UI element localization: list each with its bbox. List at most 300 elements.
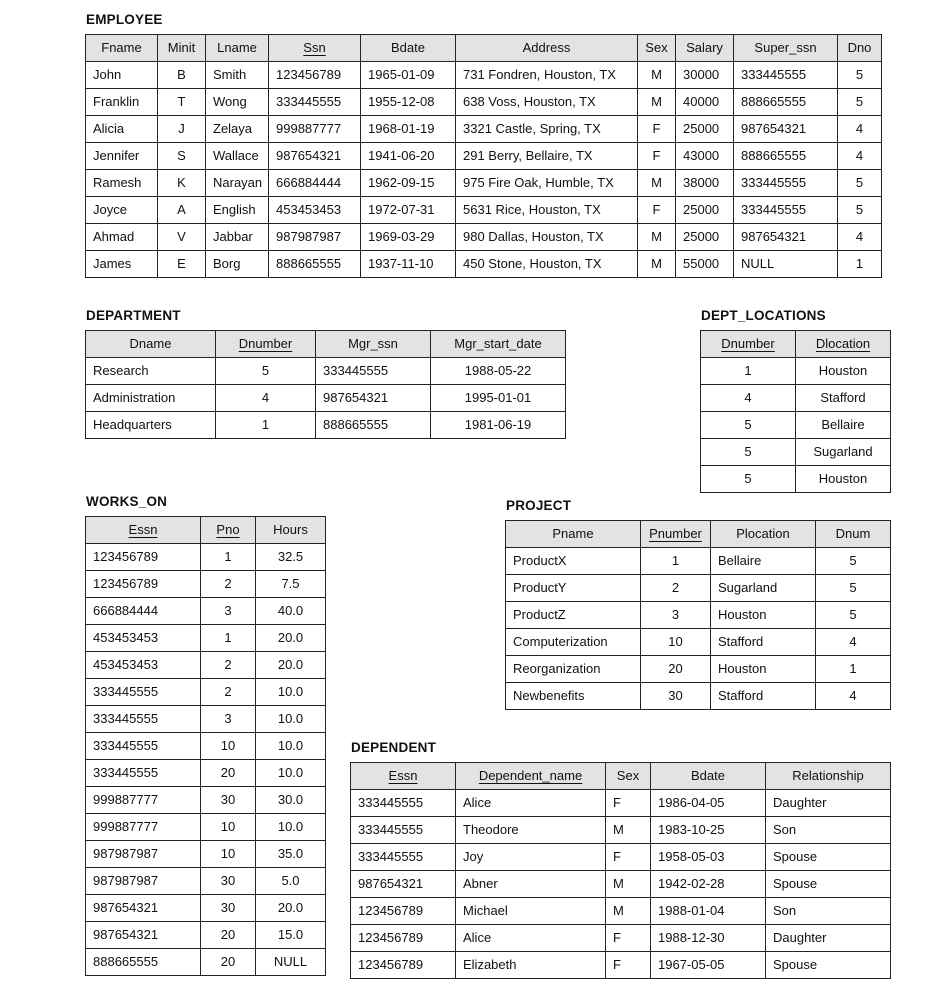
column-header-label: Sex: [645, 40, 668, 55]
works-on-cell-hours: 30.0: [256, 787, 326, 814]
employee-cell-minit: B: [158, 62, 206, 89]
employee-column-header-minit: [158, 35, 206, 62]
project-row: [506, 602, 891, 629]
department-cell-mgr_start_date: 1988-05-22: [431, 358, 566, 385]
dept-locations-cell-dlocation: Sugarland: [796, 439, 891, 466]
dependent-row: [351, 844, 891, 871]
project-column-header-pnumber: [641, 521, 711, 548]
dependent-cell-essn: 123456789: [351, 952, 456, 979]
employee-cell-bdate: 1972-07-31: [361, 197, 456, 224]
dependent-cell-dependent_name: Abner: [456, 871, 606, 898]
employee-cell-sex: M: [638, 89, 676, 116]
employee-cell-bdate: 1962-09-15: [361, 170, 456, 197]
dependent-cell-dependent_name: Elizabeth: [456, 952, 606, 979]
department-row: [86, 412, 566, 439]
employee-cell-salary: 25000: [676, 197, 734, 224]
works-on-cell-essn: 453453453: [86, 625, 201, 652]
dependent-cell-dependent_name: Alice: [456, 925, 606, 952]
employee-cell-sex: M: [638, 224, 676, 251]
dept-locations-cell-dnumber: 4: [701, 385, 796, 412]
column-header-label: Essn: [128, 522, 158, 537]
project-cell-pnumber: 10: [641, 629, 711, 656]
employee-cell-sex: F: [638, 143, 676, 170]
employee-cell-ssn: 999887777: [269, 116, 361, 143]
department-table-title: DEPARTMENT: [86, 308, 181, 323]
dependent-cell-relationship: Spouse: [766, 871, 891, 898]
works-on-row: [86, 949, 326, 976]
employee-cell-salary: 55000: [676, 251, 734, 278]
dependent-table: [350, 762, 891, 979]
employee-cell-ssn: 888665555: [269, 251, 361, 278]
project-table-section: [505, 498, 891, 710]
works-on-cell-hours: 5.0: [256, 868, 326, 895]
works-on-cell-hours: NULL: [256, 949, 326, 976]
project-cell-dnum: 5: [816, 602, 891, 629]
employee-cell-sex: F: [638, 116, 676, 143]
employee-cell-sex: M: [638, 251, 676, 278]
project-header-row: [506, 521, 891, 548]
dependent-cell-essn: 123456789: [351, 925, 456, 952]
works-on-row: [86, 733, 326, 760]
employee-cell-address: 291 Berry, Bellaire, TX: [456, 143, 638, 170]
employee-column-header-lname: [206, 35, 269, 62]
works-on-row: [86, 571, 326, 598]
department-cell-dnumber: 4: [216, 385, 316, 412]
project-row: [506, 683, 891, 710]
project-column-header-dnum: [816, 521, 891, 548]
employee-cell-lname: Zelaya: [206, 116, 269, 143]
dependent-cell-dependent_name: Theodore: [456, 817, 606, 844]
dependent-cell-essn: 123456789: [351, 898, 456, 925]
dependent-row: [351, 790, 891, 817]
employee-table: [85, 34, 882, 278]
works-on-column-header-hours: [256, 517, 326, 544]
works-on-row: [86, 814, 326, 841]
works-on-cell-essn: 333445555: [86, 760, 201, 787]
employee-cell-fname: Franklin: [86, 89, 158, 116]
department-column-header-dnumber: [216, 331, 316, 358]
employee-cell-address: 980 Dallas, Houston, TX: [456, 224, 638, 251]
project-row: [506, 548, 891, 575]
department-cell-dnumber: 5: [216, 358, 316, 385]
column-header-label: Dnum: [835, 526, 871, 541]
works-on-cell-hours: 40.0: [256, 598, 326, 625]
employee-cell-ssn: 333445555: [269, 89, 361, 116]
works-on-cell-essn: 333445555: [86, 706, 201, 733]
project-cell-pname: ProductZ: [506, 602, 641, 629]
column-header-label: Dependent_name: [478, 768, 583, 783]
works-on-cell-hours: 20.0: [256, 625, 326, 652]
works-on-cell-essn: 888665555: [86, 949, 201, 976]
works-on-table-host: [85, 516, 326, 976]
employee-cell-minit: T: [158, 89, 206, 116]
project-cell-dnum: 5: [816, 548, 891, 575]
dependent-cell-bdate: 1988-01-04: [651, 898, 766, 925]
works-on-row: [86, 922, 326, 949]
dependent-cell-essn: 333445555: [351, 817, 456, 844]
project-row: [506, 575, 891, 602]
employee-cell-salary: 38000: [676, 170, 734, 197]
dept-locations-header-row: [701, 331, 891, 358]
dept-locations-row: [701, 466, 891, 493]
employee-cell-super_ssn: 987654321: [734, 224, 838, 251]
works-on-cell-essn: 987987987: [86, 841, 201, 868]
employee-cell-address: 975 Fire Oak, Humble, TX: [456, 170, 638, 197]
dept-locations-cell-dlocation: Houston: [796, 466, 891, 493]
works-on-cell-essn: 666884444: [86, 598, 201, 625]
employee-cell-salary: 30000: [676, 62, 734, 89]
dependent-table-host: [350, 762, 891, 979]
dept-locations-cell-dnumber: 5: [701, 439, 796, 466]
works-on-row: [86, 544, 326, 571]
dependent-cell-bdate: 1942-02-28: [651, 871, 766, 898]
dependent-cell-relationship: Spouse: [766, 952, 891, 979]
works-on-cell-pno: 10: [201, 841, 256, 868]
employee-cell-dno: 5: [838, 62, 882, 89]
dependent-cell-dependent_name: Alice: [456, 790, 606, 817]
works-on-cell-essn: 453453453: [86, 652, 201, 679]
dependent-cell-bdate: 1983-10-25: [651, 817, 766, 844]
employee-cell-super_ssn: 333445555: [734, 197, 838, 224]
employee-cell-lname: Narayan: [206, 170, 269, 197]
employee-cell-super_ssn: 333445555: [734, 62, 838, 89]
dept-locations-cell-dlocation: Houston: [796, 358, 891, 385]
works-on-cell-hours: 10.0: [256, 760, 326, 787]
works-on-cell-hours: 32.5: [256, 544, 326, 571]
column-header-label: Bdate: [391, 40, 425, 55]
works-on-cell-pno: 30: [201, 868, 256, 895]
employee-row: [86, 116, 882, 143]
works-on-cell-hours: 10.0: [256, 679, 326, 706]
column-header-label: Dnumber: [238, 336, 293, 351]
employee-row: [86, 89, 882, 116]
dependent-column-header-dependent_name: [456, 763, 606, 790]
column-header-label: Salary: [686, 40, 723, 55]
works-on-cell-hours: 20.0: [256, 652, 326, 679]
column-header-label: Sex: [616, 768, 640, 783]
employee-cell-minit: S: [158, 143, 206, 170]
works-on-row: [86, 868, 326, 895]
department-header-row: [86, 331, 566, 358]
dependent-cell-essn: 987654321: [351, 871, 456, 898]
employee-column-header-bdate: [361, 35, 456, 62]
dependent-cell-dependent_name: Michael: [456, 898, 606, 925]
project-column-header-plocation: [711, 521, 816, 548]
employee-row: [86, 224, 882, 251]
dependent-column-header-relationship: [766, 763, 891, 790]
employee-cell-ssn: 987987987: [269, 224, 361, 251]
employee-cell-address: 450 Stone, Houston, TX: [456, 251, 638, 278]
column-header-label: Dlocation: [815, 336, 871, 351]
employee-cell-address: 638 Voss, Houston, TX: [456, 89, 638, 116]
department-column-header-mgr_ssn: [316, 331, 431, 358]
employee-cell-super_ssn: 987654321: [734, 116, 838, 143]
works-on-column-header-essn: [86, 517, 201, 544]
employee-cell-fname: John: [86, 62, 158, 89]
employee-cell-salary: 40000: [676, 89, 734, 116]
column-header-label: Fname: [101, 40, 142, 55]
dependent-cell-bdate: 1986-04-05: [651, 790, 766, 817]
works-on-cell-essn: 999887777: [86, 814, 201, 841]
column-header-label: Pnumber: [649, 526, 702, 541]
project-cell-dnum: 4: [816, 629, 891, 656]
employee-cell-super_ssn: 888665555: [734, 143, 838, 170]
works-on-cell-pno: 30: [201, 787, 256, 814]
employee-row: [86, 251, 882, 278]
employee-column-header-super_ssn: [734, 35, 838, 62]
employee-cell-address: 731 Fondren, Houston, TX: [456, 62, 638, 89]
employee-header-row: [86, 35, 882, 62]
dept-locations-table-host: [700, 330, 891, 493]
project-cell-plocation: Houston: [711, 656, 816, 683]
department-table: [85, 330, 566, 439]
employee-row: [86, 143, 882, 170]
works-on-cell-pno: 30: [201, 895, 256, 922]
project-row: [506, 629, 891, 656]
dept-locations-cell-dlocation: Stafford: [796, 385, 891, 412]
dependent-cell-bdate: 1967-05-05: [651, 952, 766, 979]
dependent-header-row: [351, 763, 891, 790]
department-cell-dnumber: 1: [216, 412, 316, 439]
employee-cell-bdate: 1968-01-19: [361, 116, 456, 143]
employee-cell-bdate: 1965-01-09: [361, 62, 456, 89]
project-cell-pname: Computerization: [506, 629, 641, 656]
department-cell-mgr_ssn: 888665555: [316, 412, 431, 439]
employee-table-host: [85, 34, 882, 278]
project-cell-pnumber: 30: [641, 683, 711, 710]
works-on-cell-hours: 10.0: [256, 814, 326, 841]
employee-cell-fname: James: [86, 251, 158, 278]
works-on-row: [86, 706, 326, 733]
dependent-table-section: [350, 740, 891, 979]
column-header-label: Super_ssn: [754, 40, 817, 55]
dept-locations-table-section: [700, 308, 891, 493]
dependent-cell-essn: 333445555: [351, 844, 456, 871]
works-on-cell-hours: 10.0: [256, 706, 326, 733]
works-on-row: [86, 652, 326, 679]
department-table-host: [85, 330, 566, 439]
works-on-cell-essn: 987654321: [86, 895, 201, 922]
employee-cell-dno: 4: [838, 116, 882, 143]
employee-cell-dno: 5: [838, 89, 882, 116]
works-on-row: [86, 625, 326, 652]
dependent-row: [351, 817, 891, 844]
column-header-label: Mgr_start_date: [454, 336, 542, 351]
project-cell-plocation: Stafford: [711, 683, 816, 710]
project-cell-pname: Newbenefits: [506, 683, 641, 710]
column-header-label: Bdate: [691, 768, 725, 783]
employee-column-header-dno: [838, 35, 882, 62]
employee-cell-minit: A: [158, 197, 206, 224]
project-table: [505, 520, 891, 710]
column-header-label: Relationship: [792, 768, 864, 783]
works-on-table-title: WORKS_ON: [86, 494, 168, 509]
employee-row: [86, 197, 882, 224]
dependent-cell-bdate: 1958-05-03: [651, 844, 766, 871]
employee-cell-address: 5631 Rice, Houston, TX: [456, 197, 638, 224]
department-column-header-mgr_start_date: [431, 331, 566, 358]
employee-cell-dno: 4: [838, 224, 882, 251]
works-on-cell-pno: 3: [201, 706, 256, 733]
dept-locations-row: [701, 385, 891, 412]
employee-cell-salary: 25000: [676, 224, 734, 251]
works-on-cell-pno: 2: [201, 571, 256, 598]
works-on-column-header-pno: [201, 517, 256, 544]
employee-column-header-sex: [638, 35, 676, 62]
works-on-cell-essn: 333445555: [86, 679, 201, 706]
project-cell-dnum: 5: [816, 575, 891, 602]
dept-locations-cell-dnumber: 5: [701, 466, 796, 493]
column-header-label: Pno: [216, 522, 240, 537]
employee-cell-lname: Borg: [206, 251, 269, 278]
dependent-row: [351, 952, 891, 979]
employee-cell-dno: 4: [838, 143, 882, 170]
dept-locations-column-header-dlocation: [796, 331, 891, 358]
column-header-label: Dnumber: [721, 336, 775, 351]
employee-cell-ssn: 666884444: [269, 170, 361, 197]
dependent-cell-sex: F: [606, 790, 651, 817]
project-cell-pnumber: 2: [641, 575, 711, 602]
works-on-cell-hours: 7.5: [256, 571, 326, 598]
works-on-cell-hours: 15.0: [256, 922, 326, 949]
project-cell-pnumber: 3: [641, 602, 711, 629]
dependent-cell-relationship: Son: [766, 898, 891, 925]
works-on-row: [86, 895, 326, 922]
column-header-label: Plocation: [736, 526, 790, 541]
dept-locations-row: [701, 358, 891, 385]
works-on-table-section: [85, 494, 326, 976]
works-on-row: [86, 787, 326, 814]
employee-cell-bdate: 1955-12-08: [361, 89, 456, 116]
department-cell-dname: Research: [86, 358, 216, 385]
dept-locations-row: [701, 439, 891, 466]
dependent-cell-sex: M: [606, 817, 651, 844]
project-cell-plocation: Houston: [711, 602, 816, 629]
column-header-label: Pname: [552, 526, 594, 541]
works-on-row: [86, 760, 326, 787]
works-on-cell-pno: 2: [201, 679, 256, 706]
project-cell-pname: Reorganization: [506, 656, 641, 683]
department-cell-mgr_start_date: 1995-01-01: [431, 385, 566, 412]
project-cell-dnum: 4: [816, 683, 891, 710]
works-on-cell-pno: 10: [201, 814, 256, 841]
employee-cell-minit: J: [158, 116, 206, 143]
project-table-host: [505, 520, 891, 710]
employee-cell-fname: Ahmad: [86, 224, 158, 251]
project-cell-pname: ProductY: [506, 575, 641, 602]
dependent-cell-relationship: Daughter: [766, 925, 891, 952]
column-header-label: Dno: [847, 40, 872, 55]
dependent-cell-sex: F: [606, 952, 651, 979]
employee-column-header-ssn: [269, 35, 361, 62]
works-on-cell-essn: 123456789: [86, 544, 201, 571]
employee-cell-super_ssn: 333445555: [734, 170, 838, 197]
works-on-cell-pno: 3: [201, 598, 256, 625]
dependent-column-header-essn: [351, 763, 456, 790]
employee-cell-minit: K: [158, 170, 206, 197]
employee-cell-dno: 5: [838, 170, 882, 197]
dependent-row: [351, 871, 891, 898]
department-cell-mgr_ssn: 987654321: [316, 385, 431, 412]
works-on-cell-essn: 987987987: [86, 868, 201, 895]
dependent-cell-sex: F: [606, 844, 651, 871]
employee-cell-ssn: 453453453: [269, 197, 361, 224]
project-cell-pnumber: 1: [641, 548, 711, 575]
dependent-row: [351, 898, 891, 925]
column-header-label: Essn: [388, 768, 418, 783]
works-on-cell-pno: 1: [201, 544, 256, 571]
employee-cell-bdate: 1937-11-10: [361, 251, 456, 278]
column-header-label: Address: [522, 40, 571, 55]
department-row: [86, 385, 566, 412]
project-column-header-pname: [506, 521, 641, 548]
employee-row: [86, 170, 882, 197]
dependent-cell-sex: M: [606, 871, 651, 898]
works-on-cell-essn: 123456789: [86, 571, 201, 598]
department-cell-mgr_start_date: 1981-06-19: [431, 412, 566, 439]
employee-cell-sex: M: [638, 170, 676, 197]
project-cell-dnum: 1: [816, 656, 891, 683]
employee-cell-bdate: 1941-06-20: [361, 143, 456, 170]
dept-locations-column-header-dnumber: [701, 331, 796, 358]
works-on-cell-pno: 10: [201, 733, 256, 760]
dept-locations-table: [700, 330, 891, 493]
dept-locations-table-title: DEPT_LOCATIONS: [701, 308, 826, 323]
project-row: [506, 656, 891, 683]
employee-cell-lname: Smith: [206, 62, 269, 89]
employee-cell-sex: F: [638, 197, 676, 224]
employee-cell-sex: M: [638, 62, 676, 89]
dependent-cell-essn: 333445555: [351, 790, 456, 817]
works-on-table: [85, 516, 326, 976]
employee-cell-lname: Wong: [206, 89, 269, 116]
employee-row: [86, 62, 882, 89]
employee-column-header-fname: [86, 35, 158, 62]
employee-column-header-salary: [676, 35, 734, 62]
employee-cell-fname: Jennifer: [86, 143, 158, 170]
department-cell-mgr_ssn: 333445555: [316, 358, 431, 385]
dependent-cell-bdate: 1988-12-30: [651, 925, 766, 952]
employee-cell-super_ssn: 888665555: [734, 89, 838, 116]
employee-cell-dno: 1: [838, 251, 882, 278]
column-header-label: Hours: [273, 522, 308, 537]
project-cell-plocation: Stafford: [711, 629, 816, 656]
works-on-cell-pno: 20: [201, 949, 256, 976]
works-on-cell-essn: 333445555: [86, 733, 201, 760]
department-cell-dname: Headquarters: [86, 412, 216, 439]
works-on-cell-pno: 20: [201, 760, 256, 787]
dependent-cell-sex: M: [606, 898, 651, 925]
dependent-cell-relationship: Spouse: [766, 844, 891, 871]
project-cell-plocation: Sugarland: [711, 575, 816, 602]
employee-column-header-address: [456, 35, 638, 62]
department-column-header-dname: [86, 331, 216, 358]
dependent-cell-dependent_name: Joy: [456, 844, 606, 871]
works-on-cell-pno: 20: [201, 922, 256, 949]
employee-cell-lname: English: [206, 197, 269, 224]
works-on-cell-hours: 20.0: [256, 895, 326, 922]
dept-locations-cell-dnumber: 1: [701, 358, 796, 385]
employee-cell-salary: 43000: [676, 143, 734, 170]
employee-table-title: EMPLOYEE: [86, 12, 163, 27]
department-cell-dname: Administration: [86, 385, 216, 412]
works-on-cell-hours: 35.0: [256, 841, 326, 868]
works-on-cell-pno: 2: [201, 652, 256, 679]
dept-locations-cell-dnumber: 5: [701, 412, 796, 439]
works-on-cell-essn: 999887777: [86, 787, 201, 814]
dependent-table-title: DEPENDENT: [351, 740, 437, 755]
department-table-section: [85, 308, 566, 439]
